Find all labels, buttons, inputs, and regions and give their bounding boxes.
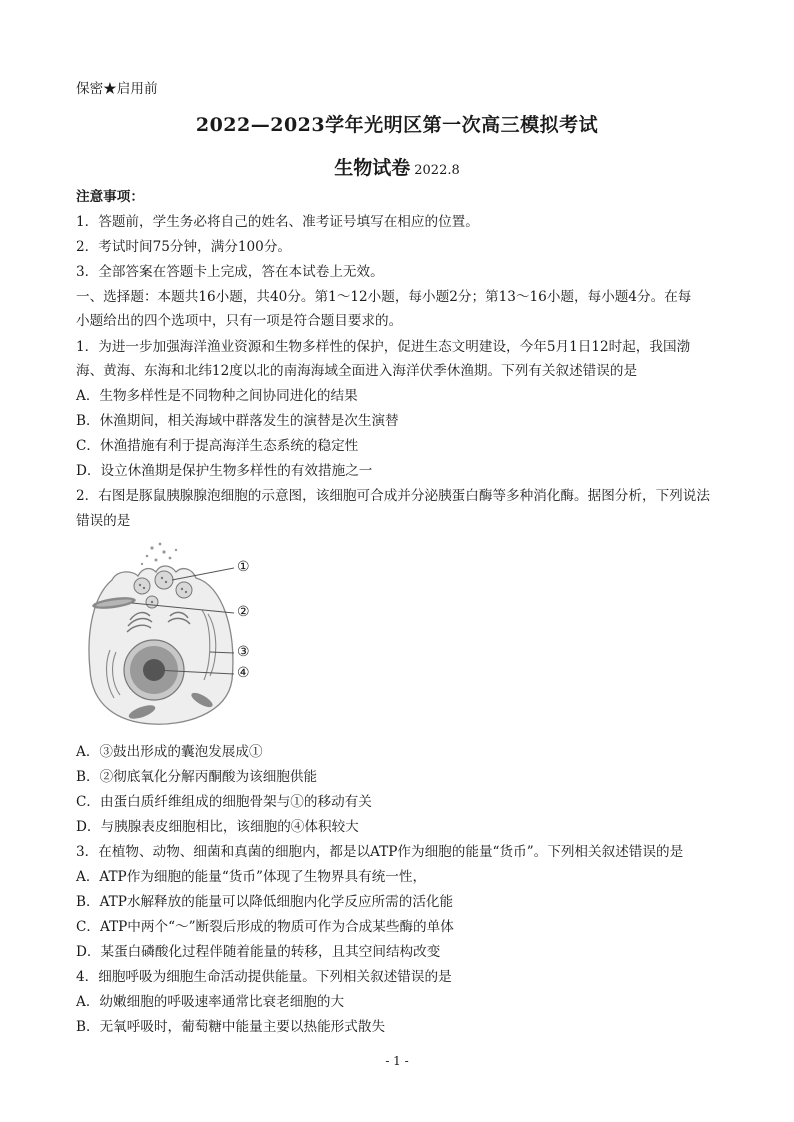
question-1-option-d: D．设立休渔期是保护生物多样性的有效措施之一 [76,463,373,479]
question-3-option-a: A．ATP作为细胞的能量“货币”体现了生物界具有统一性， [76,869,427,885]
pancreatic-acinar-cell-figure [72,540,272,730]
confidential-label: 保密★启用前 [76,81,158,97]
notice-item: 3．全部答案在答题卡上完成，答在本试卷上无效。 [76,264,384,280]
question-3-stem: 3．在植物、动物、细菌和真菌的细胞内，都是以ATP作为细胞的能量“货币”。下列相关叙述错误的是 [76,844,684,860]
figure-label-1: ① [237,559,250,575]
subject-title: 生物试卷 [334,157,411,179]
section-instructions: 小题给出的四个选项中，只有一项是符合题目要求的。 [76,313,403,329]
question-2-option-c: C．由蛋白质纤维组成的细胞骨架与①的移动有关 [76,794,372,810]
question-1-stem: 海、黄海、东海和北纬12度以北的南海海域全面进入海洋伏季休渔期。下列有关叙述错误的是 [76,363,638,379]
question-2-stem: 错误的是 [76,513,131,529]
notice-item: 2．考试时间75分钟，满分100分。 [76,239,292,255]
question-2-option-a: A．③鼓出形成的囊泡发展成① [76,744,263,760]
question-4-option-a: A．幼嫩细胞的呼吸速率通常比衰老细胞的大 [76,994,345,1010]
figure-label-4: ④ [237,665,250,681]
exam-subtitle [0,153,794,180]
page-number: - 1 - [385,1054,409,1068]
question-3-option-c: C．ATP中两个“～”断裂后形成的物质可作为合成某些酶的单体 [76,919,454,935]
question-3-option-d: D．某蛋白磷酸化过程伴随着能量的转移，且其空间结构改变 [76,944,441,960]
question-2-stem: 2．右图是豚鼠胰腺腺泡细胞的示意图，该细胞可合成并分泌胰蛋白酶等多种消化酶。据图分析，下列说法 [76,488,710,504]
section-instructions: 一、选择题：本题共16小题，共40分。第1～12小题，每小题2分；第13～16小题，每小题4分。在每 [76,289,692,305]
exam-date: 2022.8 [414,163,460,178]
exam-title: 2022—2023学年光明区第一次高三模拟考试 [195,114,599,136]
notice-heading: 注意事项： [76,189,144,205]
question-1-option-a: A．生物多样性是不同物种之间协同进化的结果 [76,388,358,404]
question-2-option-d: D．与胰腺表皮细胞相比，该细胞的④体积较大 [76,819,359,835]
question-4-option-b: B．无氧呼吸时，葡萄糖中能量主要以热能形式散失 [76,1019,386,1035]
question-1-stem: 1．为进一步加强海洋渔业资源和生物多样性的保护，促进生态文明建设，今年5月1日12时起，我国渤 [76,339,691,355]
question-1-option-c: C．休渔措施有利于提高海洋生态系统的稳定性 [76,438,359,454]
question-3-option-b: B．ATP水解释放的能量可以降低细胞内化学反应所需的活化能 [76,894,454,910]
question-2-option-b: B．②彻底氧化分解丙酮酸为该细胞供能 [76,769,318,785]
notice-item: 1．答题前，学生务必将自己的姓名、准考证号填写在相应的位置。 [76,214,479,230]
figure-label-2: ② [237,604,250,620]
question-1-option-b: B．休渔期间，相关海域中群落发生的演替是次生演替 [76,413,399,429]
figure-label-3: ③ [237,644,250,660]
question-4-stem: 4．细胞呼吸为细胞生命活动提供能量。下列相关叙述错误的是 [76,969,452,985]
